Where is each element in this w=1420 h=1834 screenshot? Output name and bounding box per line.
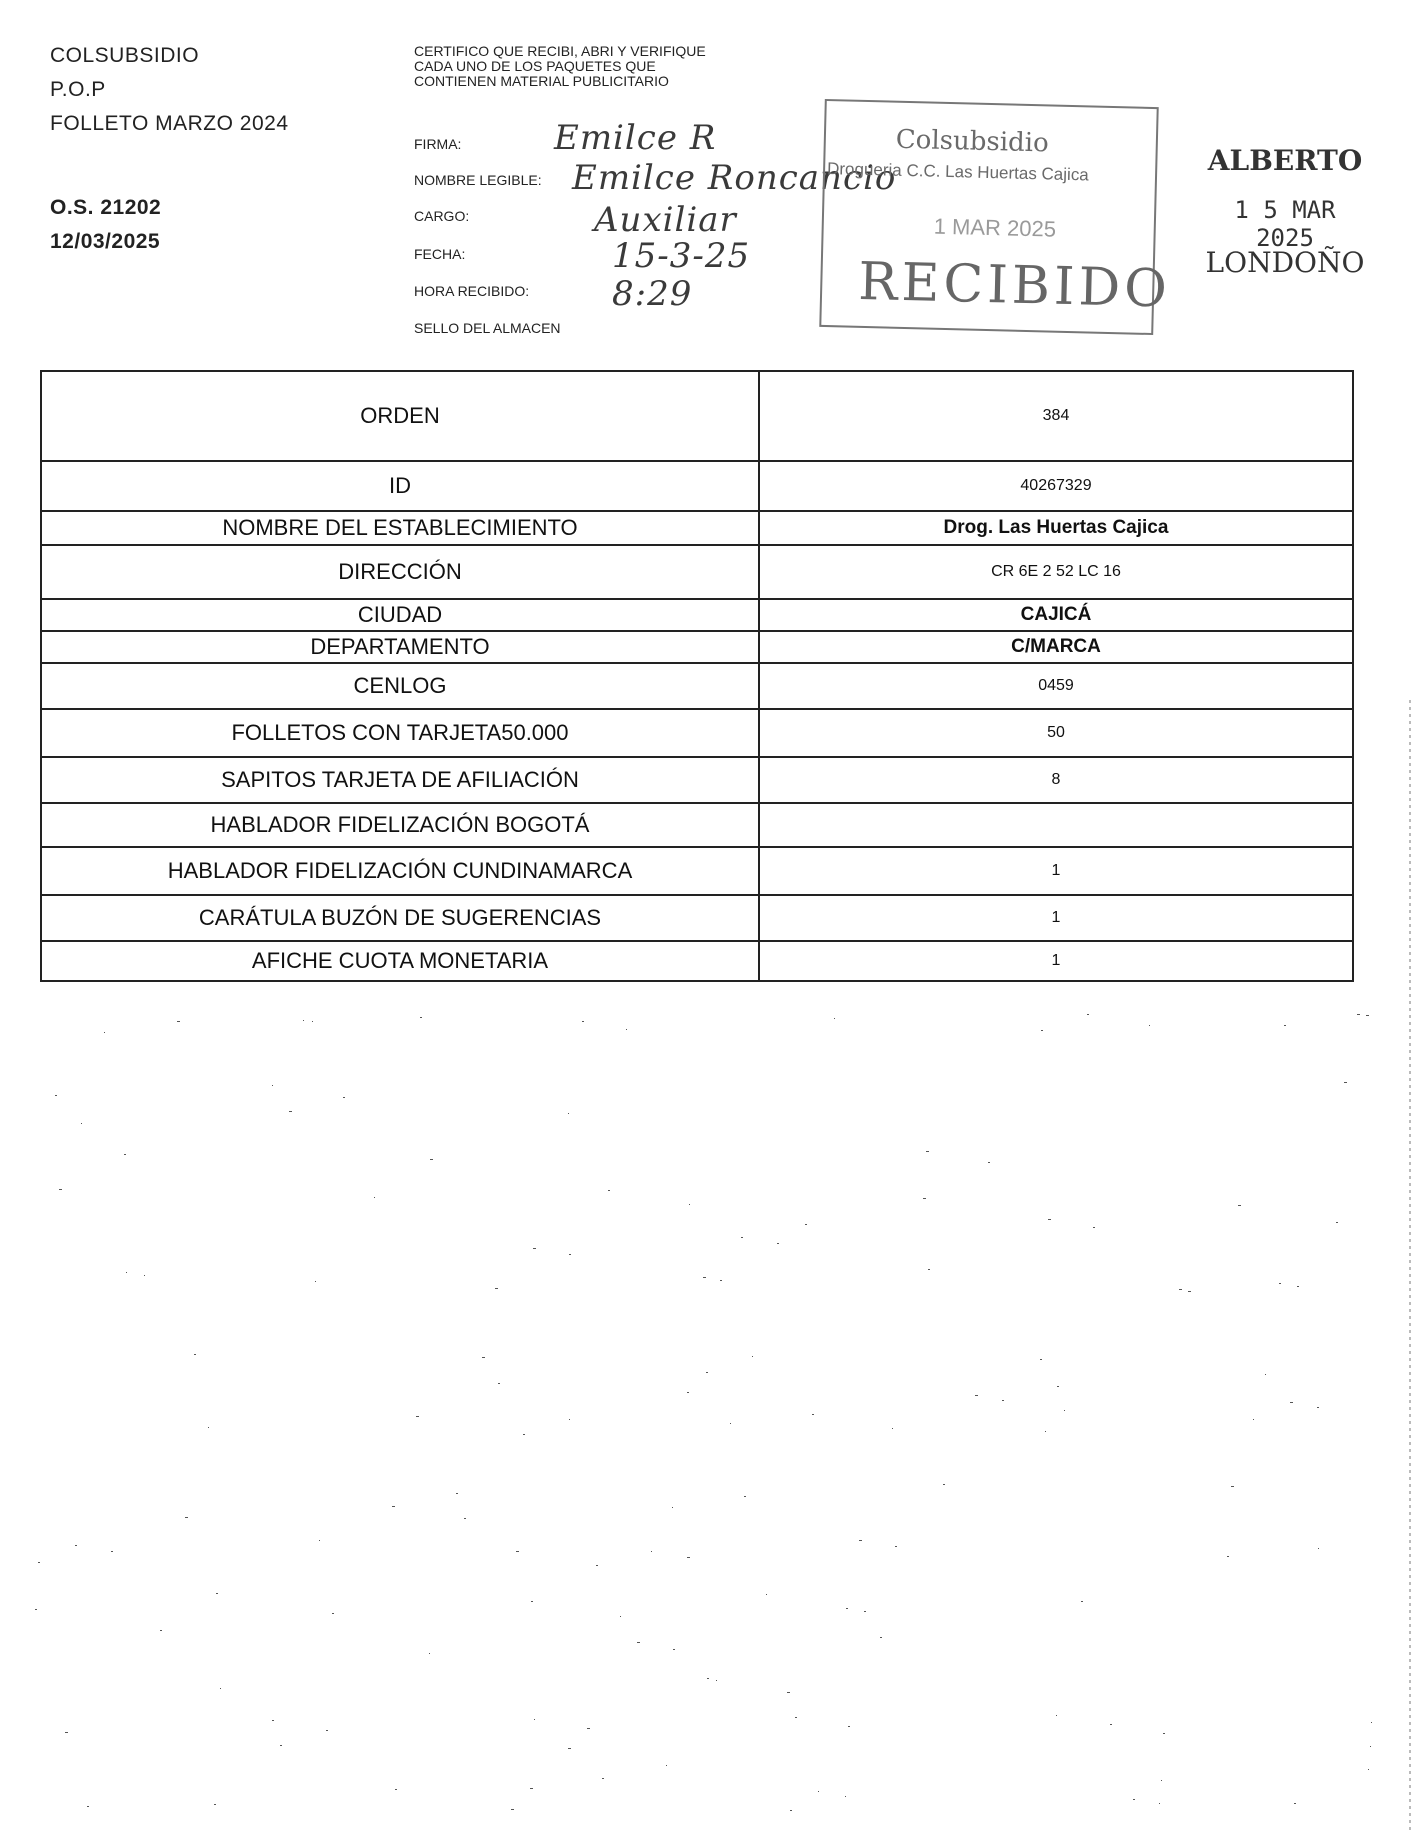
speck <box>1041 1030 1043 1031</box>
cargo-label: CARGO: <box>414 208 470 224</box>
speck <box>651 1551 652 1552</box>
row-label: FOLLETOS CON TARJETA50.000 <box>41 709 759 757</box>
speck <box>943 1484 945 1485</box>
speck <box>1057 1386 1059 1387</box>
speck <box>1159 1803 1160 1804</box>
speck <box>144 1275 145 1276</box>
speck <box>787 1692 790 1693</box>
speck <box>420 1017 422 1018</box>
speck <box>569 1254 571 1255</box>
speck <box>766 1594 767 1595</box>
speck <box>923 1198 926 1199</box>
speck <box>1336 1222 1338 1223</box>
stamp-store: Drogueria C.C. Las Huertas Cajica <box>826 159 1090 185</box>
speck <box>673 1649 675 1650</box>
speck <box>1056 1715 1057 1716</box>
speck <box>312 1021 313 1022</box>
stamp-date: 1 MAR 2025 <box>933 213 1057 242</box>
speck <box>315 1281 316 1282</box>
os-number: O.S. 21202 <box>50 196 162 219</box>
speck <box>272 1085 273 1086</box>
side-stamp-name-top: ALBERTO <box>1207 144 1363 177</box>
speck <box>926 1151 929 1152</box>
speck <box>880 1637 882 1638</box>
speck <box>587 1728 590 1729</box>
speck <box>845 1796 846 1797</box>
speck <box>1064 1410 1065 1411</box>
speck <box>1093 1227 1095 1228</box>
speck <box>1040 1359 1042 1360</box>
speck <box>812 1414 814 1415</box>
speck <box>1238 1205 1241 1206</box>
speck <box>1294 1803 1296 1804</box>
speck <box>65 1732 68 1733</box>
speck <box>208 1427 209 1428</box>
speck <box>75 1545 77 1546</box>
speck <box>332 1613 334 1614</box>
speck <box>395 1789 397 1790</box>
row-label: NOMBRE DEL ESTABLECIMIENTO <box>41 511 759 545</box>
speck <box>1357 1014 1360 1015</box>
speck <box>602 1778 604 1779</box>
speck <box>703 1277 706 1278</box>
speck <box>523 1434 525 1435</box>
speck <box>516 1551 519 1552</box>
speck <box>848 1726 850 1727</box>
speck <box>687 1557 690 1558</box>
row-label: DIRECCIÓN <box>41 545 759 599</box>
speck <box>569 1419 570 1420</box>
row-value: 1 <box>759 941 1353 981</box>
speck <box>319 1540 320 1541</box>
speck <box>706 1372 708 1373</box>
speck <box>1366 1015 1369 1016</box>
speck <box>194 1354 196 1355</box>
row-value: C/MARCA <box>759 631 1353 663</box>
speck <box>303 1020 304 1021</box>
speck <box>272 1720 274 1721</box>
speck <box>177 1021 180 1022</box>
speck <box>582 1021 584 1022</box>
speck <box>530 1788 533 1789</box>
row-value: 50 <box>759 709 1353 757</box>
speck <box>280 1745 282 1746</box>
speck <box>716 1680 717 1681</box>
speck <box>416 1416 419 1417</box>
row-label: ID <box>41 461 759 511</box>
speck <box>637 1642 640 1643</box>
speck <box>1344 1082 1347 1083</box>
speck <box>429 1653 430 1654</box>
side-stamp-name-bottom: LONDOÑO <box>1205 246 1365 279</box>
speck <box>392 1506 395 1507</box>
speck <box>87 1806 89 1807</box>
speck <box>1048 1219 1051 1220</box>
speck <box>895 1546 897 1547</box>
speck <box>464 1518 466 1519</box>
speck <box>988 1162 990 1163</box>
speck <box>531 1601 533 1602</box>
stamp-brand: Colsubsidio <box>895 124 1050 159</box>
speck <box>1265 1374 1266 1375</box>
speck <box>534 1719 535 1720</box>
sello-label: SELLO DEL ALMACEN <box>414 320 561 336</box>
firma-label: FIRMA: <box>414 136 462 152</box>
speck <box>596 1565 598 1566</box>
side-stamp-date: 1 5 MAR 2025 <box>1234 196 1336 252</box>
speck <box>126 1272 127 1273</box>
speck <box>343 1097 345 1098</box>
speck <box>1284 1025 1286 1026</box>
speck <box>975 1395 978 1396</box>
speck <box>1368 1769 1369 1770</box>
cargo-handwritten: Auxiliar <box>594 200 737 240</box>
speck <box>160 1630 162 1631</box>
speck <box>1163 1733 1165 1734</box>
speck <box>568 1748 571 1749</box>
speck <box>818 1791 819 1792</box>
speck <box>326 1730 328 1731</box>
certificate-text: CERTIFICO QUE RECIBI, ABRI Y VERIFIQUE CADA UNO DE LOS PAQUETES QUE CONTIENEN MATERIAL PUBLICITARIO <box>414 43 706 89</box>
speck <box>1081 1601 1083 1602</box>
row-label: SAPITOS TARJETA DE AFILIACIÓN <box>41 757 759 803</box>
speck <box>892 1428 893 1429</box>
row-label: AFICHE CUOTA MONETARIA <box>41 941 759 981</box>
row-label: CENLOG <box>41 663 759 709</box>
stamp-status: RECIBIDO <box>857 251 1172 320</box>
speck <box>1149 1025 1150 1026</box>
speck <box>805 1224 807 1225</box>
speck <box>741 1237 743 1238</box>
speck <box>626 1029 627 1030</box>
speck <box>81 1123 82 1124</box>
speck <box>1371 1722 1372 1723</box>
fecha-handwritten: 15-3-25 <box>612 236 751 276</box>
speck <box>752 1356 753 1357</box>
speck <box>1370 1746 1371 1747</box>
row-label: CIUDAD <box>41 599 759 631</box>
speck <box>864 1611 866 1612</box>
speck <box>289 1111 292 1112</box>
speck <box>495 1288 498 1289</box>
speck <box>374 1197 375 1198</box>
speck <box>672 1507 673 1508</box>
speck <box>1290 1402 1293 1403</box>
speck <box>666 1765 667 1766</box>
speck <box>1188 1291 1191 1292</box>
speck <box>1318 1548 1319 1549</box>
speck <box>720 1280 722 1281</box>
row-label: HABLADOR FIDELIZACIÓN CUNDINAMARCA <box>41 847 759 895</box>
row-label: HABLADOR FIDELIZACIÓN BOGOTÁ <box>41 803 759 847</box>
speck <box>608 1190 610 1191</box>
speck <box>859 1540 862 1541</box>
speck <box>1133 1799 1135 1800</box>
speck <box>55 1095 57 1096</box>
row-value: 40267329 <box>759 461 1353 511</box>
speck <box>689 1204 690 1205</box>
speck <box>498 1383 500 1384</box>
speck <box>1179 1289 1182 1290</box>
row-value: CAJICÁ <box>759 599 1353 631</box>
speck <box>216 1593 218 1594</box>
speck <box>456 1493 458 1494</box>
firma-handwritten: Emilce R <box>554 118 717 158</box>
speck <box>1045 1431 1046 1432</box>
speck <box>482 1357 485 1358</box>
speck <box>185 1517 188 1518</box>
company-name: COLSUBSIDIO <box>50 44 200 67</box>
os-date: 12/03/2025 <box>50 230 161 253</box>
speck <box>214 1804 216 1805</box>
speck <box>1231 1486 1234 1487</box>
speck <box>1279 1283 1281 1284</box>
speck <box>1087 1014 1089 1015</box>
speck <box>104 1032 105 1033</box>
speck <box>1227 1556 1229 1557</box>
speck <box>1253 1419 1254 1420</box>
speck <box>687 1392 689 1393</box>
row-value: 1 <box>759 847 1353 895</box>
speck <box>790 1810 792 1811</box>
speck <box>111 1551 113 1552</box>
speck <box>730 1423 731 1424</box>
speck <box>777 1243 779 1244</box>
row-label: DEPARTAMENTO <box>41 631 759 663</box>
row-value: 1 <box>759 895 1353 941</box>
speck <box>38 1562 40 1563</box>
row-label: CARÁTULA BUZÓN DE SUGERENCIAS <box>41 895 759 941</box>
speck <box>1002 1400 1004 1401</box>
hora-handwritten: 8:29 <box>612 274 693 314</box>
row-value: 384 <box>759 371 1353 461</box>
speck <box>846 1608 848 1609</box>
speck <box>430 1159 433 1160</box>
speck <box>568 1113 569 1114</box>
pop-label: P.O.P <box>50 78 106 101</box>
speck <box>744 1496 746 1497</box>
speck <box>124 1154 126 1155</box>
speck <box>1317 1407 1319 1408</box>
fecha-label: FECHA: <box>414 246 466 262</box>
speck <box>928 1269 930 1270</box>
speck <box>795 1717 797 1718</box>
speck <box>511 1809 514 1810</box>
speck <box>59 1189 62 1190</box>
row-value: 0459 <box>759 663 1353 709</box>
speck <box>220 1688 221 1689</box>
row-label: ORDEN <box>41 371 759 461</box>
speck <box>533 1248 536 1249</box>
speck <box>707 1678 709 1679</box>
row-value: CR 6E 2 52 LC 16 <box>759 545 1353 599</box>
row-value: 8 <box>759 757 1353 803</box>
hora-label: HORA RECIBIDO: <box>414 283 530 299</box>
nombre-handwritten: Emilce Roncancio <box>572 158 897 198</box>
folleto-label: FOLLETO MARZO 2024 <box>50 112 289 135</box>
nombre-label: NOMBRE LEGIBLE: <box>414 172 542 188</box>
speck <box>620 1616 621 1617</box>
speck <box>1161 1780 1162 1781</box>
row-value: Drog. Las Huertas Cajica <box>759 511 1353 545</box>
speck <box>35 1609 37 1610</box>
speck <box>834 1018 835 1019</box>
speck <box>1297 1286 1299 1287</box>
speck <box>1110 1724 1112 1725</box>
